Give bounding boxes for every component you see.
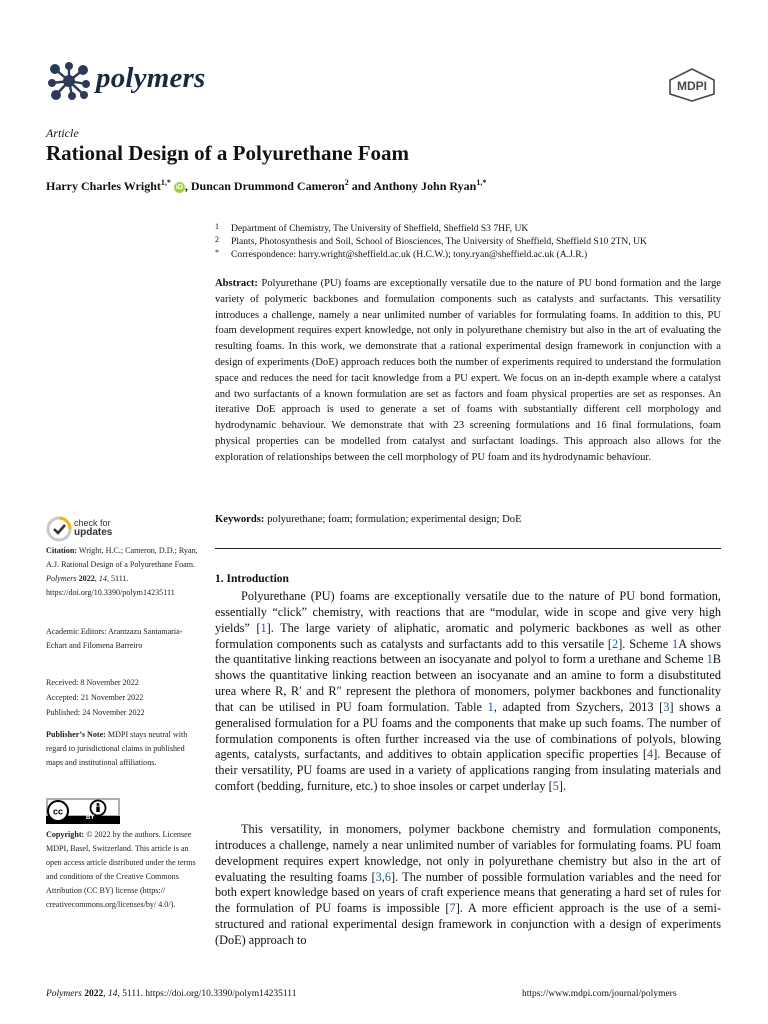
polymers-logo-icon — [46, 60, 92, 102]
paragraph-text: B shows the quantitative linking reaction between an isocyanate and an amine to form a disubstituted urea where R, R′ and R″ represent the plethora of monomers, polymer backbones and functionality that can be utilised in PU foam formulation. Table — [215, 652, 721, 714]
body-paragraph — [215, 822, 721, 949]
keywords-label: Keywords: — [215, 514, 265, 525]
affiliation-mark: 2 — [215, 235, 219, 244]
paragraph-text: , — [381, 869, 385, 884]
paragraph-text: A shows the quantitative linking reactions between an isocyanate and polyol to form a urethane and Scheme — [215, 636, 722, 667]
footer-citation: Polymers 2022, 14, 5111. https://doi.org/10.3390/polym14235111 — [46, 989, 297, 999]
divider — [215, 548, 721, 549]
citation-link[interactable]: 7 — [449, 901, 456, 916]
correspondence — [215, 248, 587, 260]
body-paragraph — [215, 589, 721, 795]
affiliation — [215, 222, 528, 234]
paragraph-text: ]. A more efficient approach is the use of a semi-structured and rational experimental design framework in conjunction with a design of experiments (DoE) approach to — [215, 901, 722, 947]
received-date: Received: 8 November 2022 — [46, 678, 139, 687]
article-type: Article — [46, 126, 79, 140]
check-updates-label: check for — [74, 518, 111, 528]
author-affiliation-mark: 2 — [344, 178, 349, 187]
footer-journal-url[interactable]: https://www.mdpi.com/journal/polymers — [522, 989, 677, 999]
citation-link[interactable]: 4 — [647, 747, 654, 762]
citation-journal: Polymers — [46, 574, 77, 583]
paragraph-text: ]. The number of possible formulation variables and the need for both expert knowledge based on years of craft experience means that generating a hard set of rules for the formulation of PU foams is impossible [ — [215, 869, 721, 916]
copyright — [46, 828, 198, 912]
abstract-label: Abstract: — [215, 278, 258, 289]
svg-text:MDPI: MDPI — [677, 79, 707, 93]
citation-link[interactable]: 6 — [384, 869, 392, 884]
abstract — [215, 276, 721, 466]
affiliation-mark: * — [215, 248, 219, 257]
keywords-text: polyurethane; foam; formulation; experimental design; DoE — [267, 514, 522, 525]
paragraph-text: ]. — [558, 779, 567, 794]
author-name[interactable]: Duncan Drummond Cameron — [190, 179, 345, 193]
citation-link[interactable]: 1 — [706, 652, 713, 667]
paragraph-text: , adapted from Szychers, 2013 [ — [493, 699, 664, 714]
author-affiliation-mark: 1,* — [476, 178, 487, 187]
orcid-icon[interactable]: iD — [175, 184, 183, 191]
accepted-date: Accepted: 21 November 2022 — [46, 693, 144, 702]
footer-journal: Polymers — [46, 989, 82, 999]
affiliation-text: Plants, Photosynthesis and Soil, School of Biosciences, The University of Sheffield, Sheffield S10 2TN, UK — [231, 236, 647, 247]
paragraph-text: ]. The large variety of aliphatic, aromatic and polymeric backbones as well as other formulation components such as catalysts and surfactants add to this versatile [ — [215, 620, 721, 651]
affiliation — [215, 235, 647, 247]
section-heading: 1. Introduction — [215, 573, 289, 585]
academic-editors: Academic Editors: Arantzazu Santamaria-Echart and Filomena Barreiro — [46, 627, 183, 650]
keywords — [215, 514, 721, 525]
citation-link[interactable]: 1 — [487, 699, 494, 714]
citation-volume: 14 — [98, 574, 107, 583]
cc-by-label: BY — [86, 815, 95, 821]
paragraph-text: This versatility, in monomers, polymer backbone chemistry and formulation components, introduces a challenge, namely a near unlimited number of variables for formulating foams. PU foam development requires expert knowledge, not only in polyurethane chemistry but also in the art of evaluating the resulting foams [ — [215, 822, 721, 884]
footer-doi[interactable]: , 5111. https://doi.org/10.3390/polym14235111 — [117, 989, 297, 999]
copyright-text: © 2022 by the authors. Licensee MDPI, Basel, Switzerland. This article is an open access article distributed under the terms and conditions of the Creative Commons Attribution (CC BY) license (https:// creativecommons.org/licenses/by/ 4.0/). — [46, 830, 196, 909]
mdpi-logo-icon — [668, 68, 716, 102]
cc-by-license-badge[interactable] — [46, 798, 120, 824]
journal-name: polymers — [96, 62, 206, 94]
author-name[interactable]: Anthony John Ryan — [373, 179, 477, 193]
paragraph-text: ]. Because of their versatility, PU foams are used in a variety of applications ranging from insulating materials and comfort (bedding, furniture, etc.) to shoe insoles or carpet underlay [ — [215, 747, 722, 794]
footer-volume: 14 — [108, 989, 118, 999]
svg-text:cc: cc — [52, 806, 64, 817]
citation-link[interactable]: 3 — [663, 699, 670, 714]
check-for-updates-button[interactable] — [46, 516, 166, 542]
citation-link[interactable]: 5 — [552, 779, 559, 794]
published-date: Published: 24 November 2022 — [46, 708, 145, 717]
citation-link[interactable]: 1 — [260, 620, 267, 635]
correspondence-text: Correspondence: harry.wright@sheffield.ac.uk (H.C.W.); tony.ryan@sheffield.ac.uk (A.J.R.) — [231, 249, 588, 260]
check-updates-icon — [46, 516, 72, 542]
affiliation-text: Department of Chemistry, The University of Sheffield, Sheffield S3 7HF, UK — [231, 223, 529, 234]
citation-doi[interactable]: , 5111. https://doi.org/10.3390/polym14235111 — [46, 574, 175, 597]
footer-year: 2022 — [84, 989, 104, 999]
citation-text: Wright, H.C.; Cameron, D.D.; Ryan, A.J. Rational Design of a Polyurethane Foam. — [46, 546, 198, 569]
citation-link[interactable]: 1 — [672, 636, 679, 651]
paragraph-text: Polyurethane (PU) foams are exceptionally versatile due to the nature of PU bond formation, essentially “click” chemistry, with reactions that are “modular, wide in scope and give very high yields” [ — [215, 589, 721, 635]
author-affiliation-mark: 1,* — [160, 178, 171, 187]
citation-label: Citation: — [46, 546, 78, 555]
cc-by-icon — [46, 798, 120, 824]
paragraph-text: ]. Scheme — [618, 636, 673, 651]
author-name[interactable]: Harry Charles Wright — [46, 179, 161, 193]
note-label: Publisher’s Note: — [46, 730, 106, 739]
publishers-note — [46, 728, 198, 770]
citation-link[interactable]: 2 — [612, 636, 619, 651]
note-text: MDPI stays neutral with regard to jurisdictional claims in published maps and institutional affiliations. — [46, 730, 188, 767]
author-list: Harry Charles Wright$^{1,*}$ iD , Duncan Drummond Cameron$^2$ and Anthony John Ryan$^{1,*}$ — [46, 178, 487, 193]
affiliation-mark: 1 — [215, 222, 219, 231]
citation-link[interactable]: 3 — [375, 869, 382, 884]
check-updates-label: updates — [74, 527, 113, 538]
paragraph-text: ] shows a generalised formulation for a PU foams and the components that make up such foams. The number of formulation components is often further increased via the use of combinations of polyols, blowing agents, catalysts, surfactants, and additives to obtain application specific properties [ — [215, 699, 722, 762]
abstract-text: Polyurethane (PU) foams are exceptionally versatile due to the nature of PU bond formation and the large variety of polymeric backbones and formulation components such as catalysts and surfactants. This versatility introduces a challenge, namely a near unlimited number of variables for formulating foams. In addition to this, PU foam development requires expert knowledge, not only in polyurethane chemistry but also in the art of evaluating the resulting foams. In this work, we demonstrate that a rational experimental design framework in conjunction with a design of experiments (DoE) approach reduces both the number of experiments required to understand the formulation space and reduces the need for tacit knowledge from a PU expert. We focus on an in-depth example where a catalyst and two surfactants of a known formulation are set as factors and foam physical properties are set as responses. An iterative DoE approach is used to generate a set of foams with substantially different cell morphology and hydrodynamic behaviour. We demonstrate that with 23 screening formulations and 16 final formulations, foam physical properties can be modelled from catalyst and surfactant loadings. This approach also allows for the exploration of relationships between the cell morphology of PU foam and its hydrodynamic behaviour. — [215, 278, 721, 463]
copyright-label: Copyright: — [46, 830, 85, 839]
article-title: Rational Design of a Polyurethane Foam — [46, 141, 410, 165]
citation-year: 2022 — [78, 574, 95, 583]
citation: Citation: Wright, H.C.; Cameron, D.D.; Ryan, A.J. Rational Design of a Polyurethane Foam. Polymers 2022, 14, 5111. https://doi.org/10.3390/polym14235111 — [46, 546, 198, 597]
